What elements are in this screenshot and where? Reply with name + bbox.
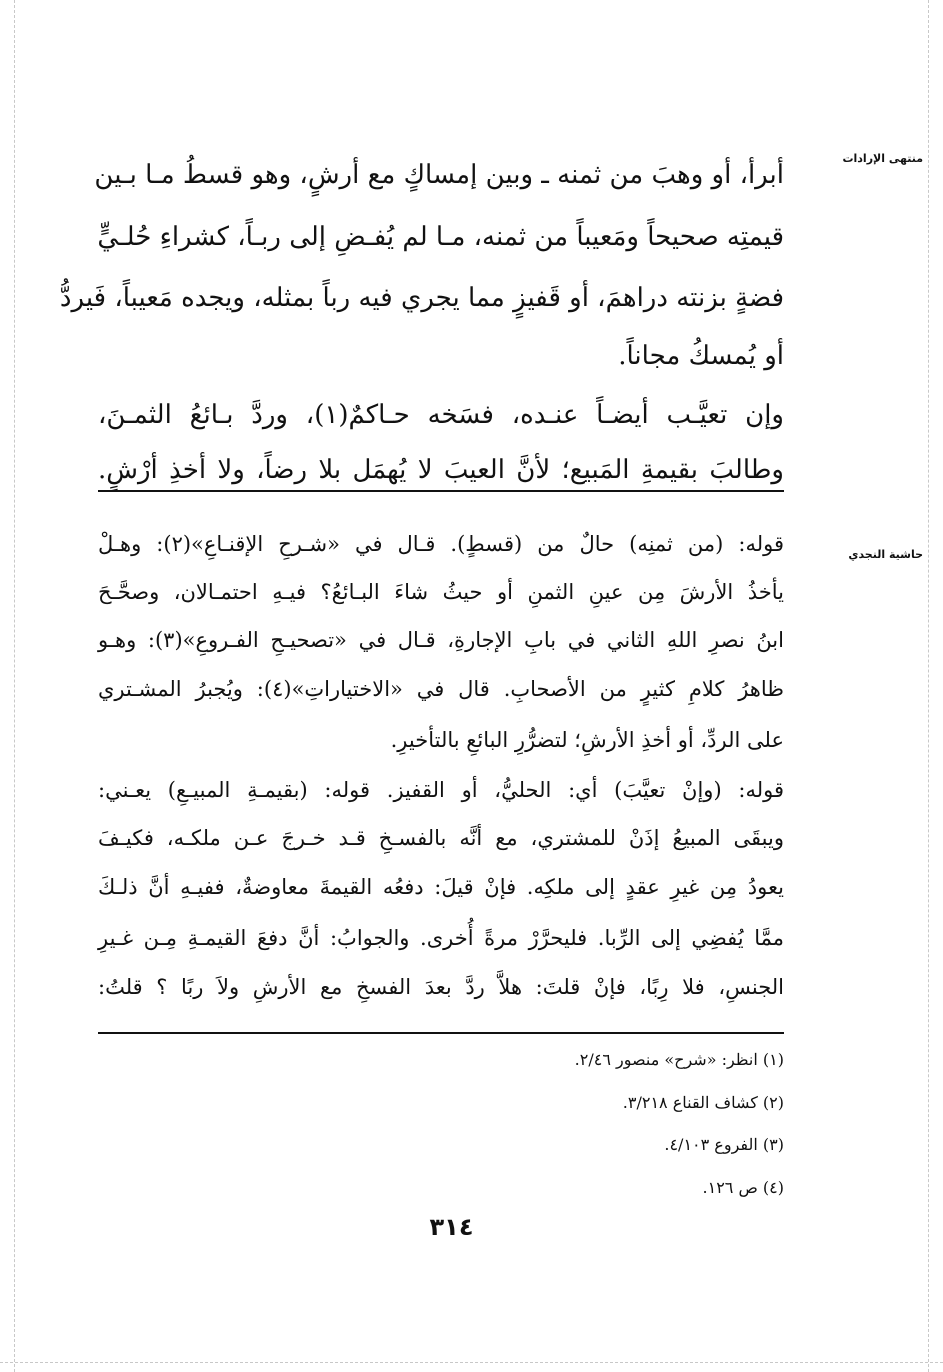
footnote: (٤) ص ١٢٦. xyxy=(702,1178,784,1197)
scan-guide-right xyxy=(928,0,929,1372)
main-line: فضةٍ بزنته دراهمَ، أو قَفيزٍ مما يجري فيه رباً بمثله، ويجده مَعيباً، فَيردُّ xyxy=(59,283,784,313)
scan-guide-bottom xyxy=(0,1362,943,1363)
hashiya-line: ممَّا يُفضِي إلى الرِّبا. فليحرَّرْ مرةً أُخرى. والجوابُ: أنَّ دفعَ القيمـةِ مِـن غـيرِ xyxy=(98,926,784,950)
hashiya-line: الجنسِ، فلا رِبًا، فإنْ قلتَ: هلاَّ ردَّ بعدَ الفسخِ مع الأرشِ ولاَ ربًا ؟ قلتُ: xyxy=(98,975,784,999)
main-line: أبرأ، أو وهبَ من ثمنه ـ وبين إمساكٍ مع أرشٍ، وهو قسطُ مـا بـين xyxy=(94,160,784,190)
main-line: قيمتِه صحيحاً ومَعيباً من ثمنه، مـا لم يُفـضِ إلى ربـاً، كشراءِ حُلـيٍّ xyxy=(97,222,784,252)
side-label-hashiya: حاشية النجدي xyxy=(848,548,923,561)
scan-guide-left xyxy=(14,0,15,1372)
hashiya-line: يأخذُ الأرشَ مِن عينِ الثمنِ أو حيثُ شاءَ البـائعُ؟ فيـهِ احتمـالان، وصحَّـحَ xyxy=(98,580,784,604)
footnote: (٢) كشاف القناع ٣/٢١٨. xyxy=(622,1093,784,1112)
hashiya-line: ظاهرُ كلامِ كثيرٍ من الأصحابِ. قال في «الاختياراتِ»(٤): ويُجبرُ المشـتري xyxy=(98,677,784,701)
main-line: وطالبَ بقيمةِ المَبيع؛ لأنَّ العيبَ لا يُهمَل بلا رضاً، ولا أخذِ أرْشٍ. xyxy=(98,455,784,485)
hashiya-line: قوله: (وإنْ تعيَّبَ) أي: الحليُّ، أو القفيز. قوله: (بقيمـةِ المبيـعِ) يعـني: xyxy=(98,778,784,802)
hashiya-line: ابنُ نصرِ اللهِ الثاني في بابِ الإجارةِ، قـال في «تصحيـحِ الفـروعِ»(٣): وهـو xyxy=(98,628,784,652)
hashiya-line: قوله: (من ثمنِه) حالٌ من (قسطٍ). قـال في «شـرحِ الإقنـاعِ»(٢): وهـلْ xyxy=(98,532,784,556)
footnote: (٣) الفروع ٤/١٠٣. xyxy=(664,1135,784,1154)
hashiya-line: على الردِّ، أو أخذِ الأرشِ؛ لتضرُّرِ البائعِ بالتأخيرِ. xyxy=(390,728,784,752)
hashiya-line: يعودُ مِن غيرِ عقدٍ إلى ملكِه. فإنْ قيلَ: دفعُه القيمةَ معاوضةٌ، ففيـهِ أنَّ ذلـكَ xyxy=(98,875,784,899)
main-line: وإن تعيَّـب أيضـاً عنـده، فسَخه حـاكمٌ(١)، وردَّ بـائعُ الثمـنَ، xyxy=(98,400,784,430)
hashiya-line: ويبقَى المبيعُ إذَنْ للمشتري، مع أنَّه بالفسـخِ قـد خـرجَ عـن ملكـه، فكيـفَ xyxy=(98,826,784,850)
footnote-divider xyxy=(98,1032,784,1034)
side-label-main: منتهى الإرادات xyxy=(842,152,923,165)
page-number: ٣١٤ xyxy=(429,1213,474,1241)
main-line: أو يُمسكُ مجاناً. xyxy=(618,341,784,371)
section-divider xyxy=(98,490,784,492)
footnote: (١) انظر: «شرح» منصور ٢/٤٦. xyxy=(574,1050,784,1069)
